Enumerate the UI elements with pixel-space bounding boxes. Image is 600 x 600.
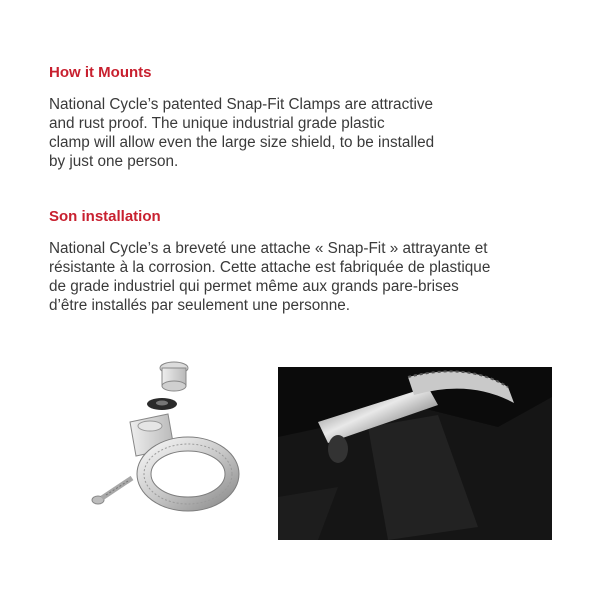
paragraph-line: National Cycle’s patented Snap-Fit Clamps are attractive (49, 96, 434, 113)
paragraph-line: résistante à la corrosion. Cette attache est fabriquée de plastique (49, 259, 491, 276)
paragraph-line: and rust proof. The unique industrial grade plastic (49, 115, 385, 132)
clamp-illustration (70, 352, 260, 532)
paragraph-line: National Cycle’s a breveté une attache « Snap-Fit » attrayante et (49, 240, 488, 257)
screw-part (92, 478, 132, 504)
paragraph-line: de grade industriel qui permet même aux grands pare-brises (49, 278, 459, 295)
paragraph-line: d’être installés par seulement une personne. (49, 297, 351, 314)
mount-photo (278, 367, 552, 540)
heading-son-installation: Son installation (49, 208, 161, 225)
paragraph-son-installation (49, 239, 569, 315)
paragraph-line: by just one person. (49, 153, 179, 170)
paragraph-how-it-mounts (49, 95, 569, 171)
paragraph-line: clamp will allow even the large size shield, to be installed (49, 134, 435, 151)
band-ring-part (137, 437, 239, 511)
heading-how-it-mounts: How it Mounts (49, 64, 152, 81)
snap-cap-part (160, 362, 188, 391)
